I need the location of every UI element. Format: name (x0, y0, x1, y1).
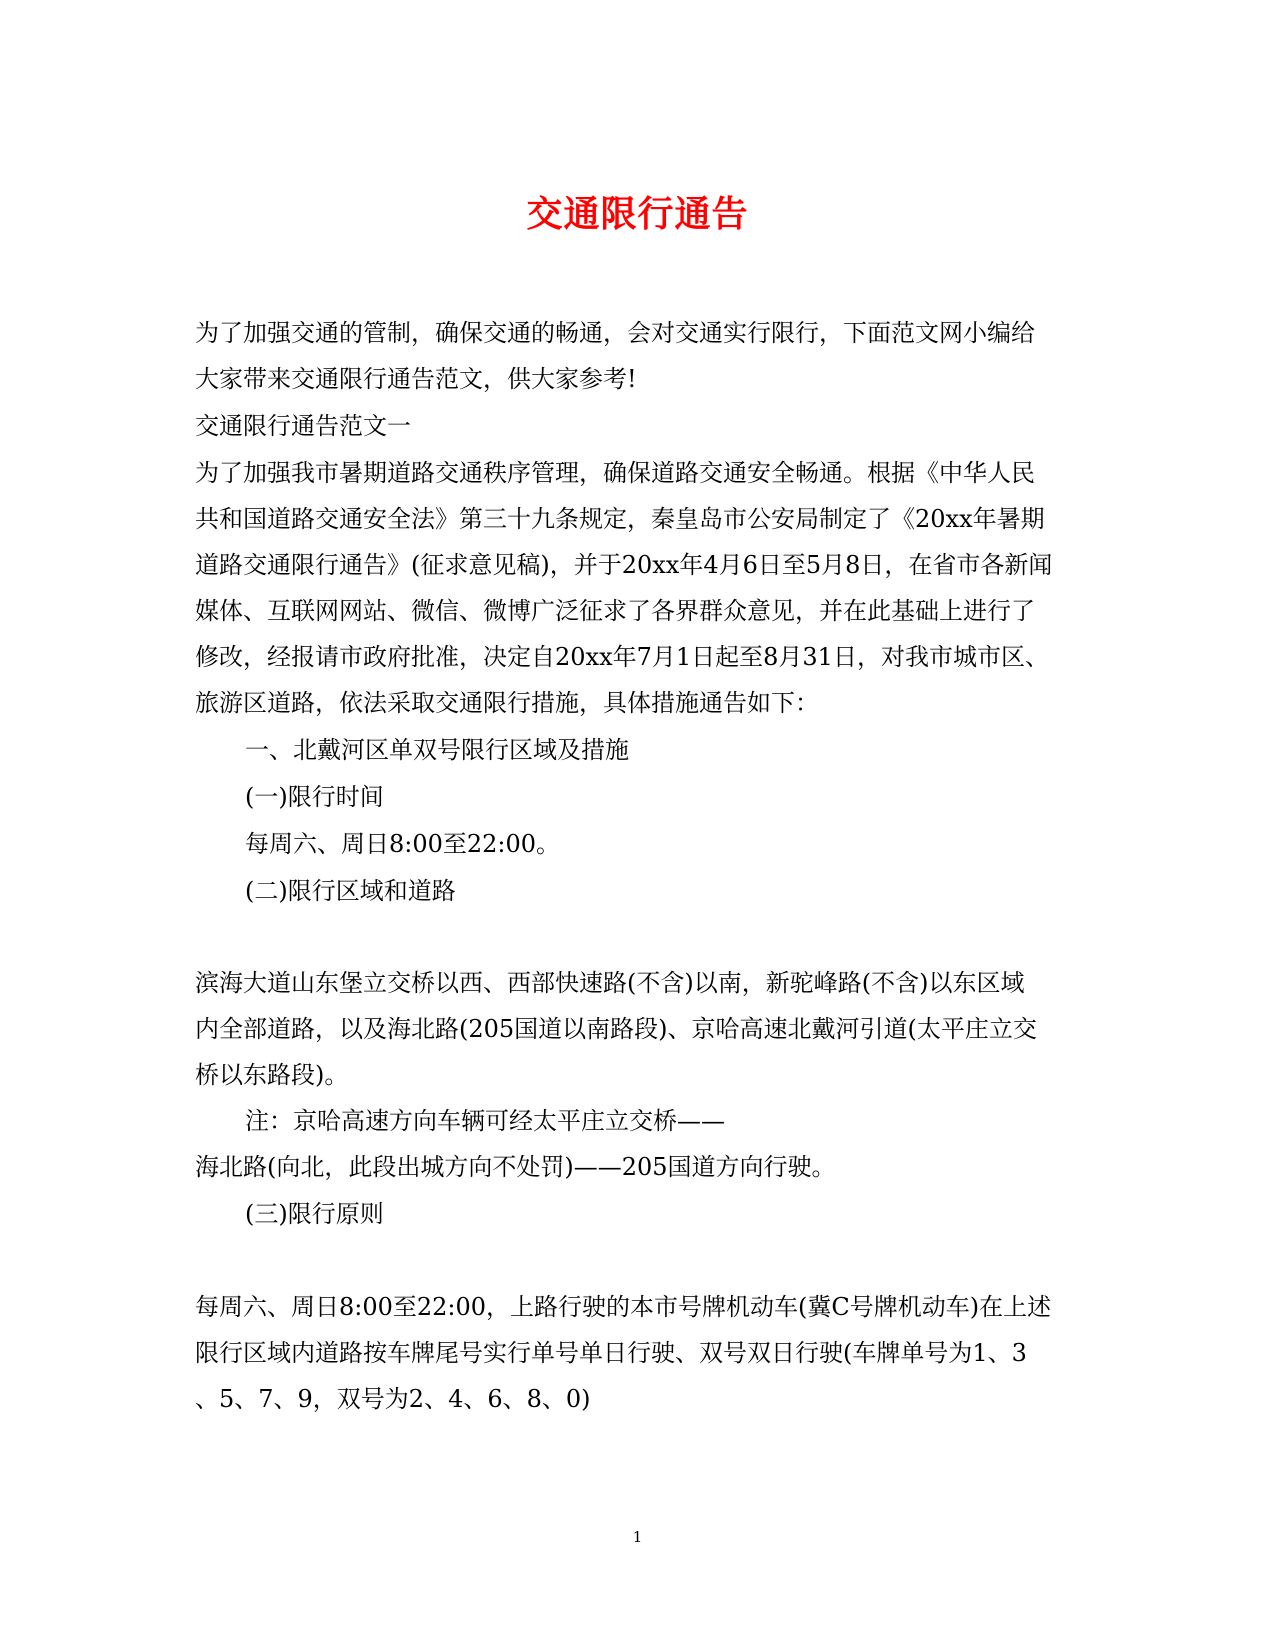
paragraph-1-line-3: 道路交通限行通告》(征求意见稿)，并于20xx年4月6日至5月8日，在省市各新闻 (195, 551, 1053, 579)
paragraph-3-line-3: 、5、7、9，双号为2、4、6、8、0) (195, 1385, 591, 1413)
section-heading: 交通限行通告范文一 (195, 412, 411, 440)
paragraph-1-line-2: 共和国道路交通安全法》第三十九条规定，秦皇岛市公安局制定了《20xx年暑期 (195, 505, 1045, 533)
paragraph-2-line-2: 内全部道路，以及海北路(205国道以南路段)、京哈高速北戴河引道(太平庄立交 (195, 1015, 1037, 1043)
note-line-1: 注：京哈高速方向车辆可经太平庄立交桥—— (245, 1107, 725, 1135)
paragraph-2-line-3: 桥以东路段)。 (195, 1061, 349, 1089)
subsection-2-heading: (二)限行区域和道路 (245, 877, 456, 905)
document-title: 交通限行通告 (526, 193, 749, 236)
paragraph-1-line-4: 媒体、互联网网站、微信、微博广泛征求了各界群众意见，并在此基础上进行了 (195, 597, 1035, 625)
item-1-heading: 一、北戴河区单双号限行区域及措施 (245, 736, 629, 764)
paragraph-1-line-5: 修改，经报请市政府批准，决定自20xx年7月1日起至8月31日，对我市城市区、 (195, 643, 1049, 671)
subsection-1-heading: (一)限行时间 (245, 783, 384, 811)
paragraph-2-line-1: 滨海大道山东堡立交桥以西、西部快速路(不含)以南，新驼峰路(不含)以东区域 (195, 969, 1025, 997)
intro-line-1: 为了加强交通的管制，确保交通的畅通，会对交通实行限行，下面范文网小编给 (195, 319, 1035, 347)
page-number: 1 (632, 1528, 643, 1546)
subsection-3-heading: (三)限行原则 (245, 1200, 384, 1228)
paragraph-3-line-1: 每周六、周日8:00至22:00，上路行驶的本市号牌机动车(冀C号牌机动车)在上述 (195, 1293, 1052, 1321)
note-line-2: 海北路(向北，此段出城方向不处罚)——205国道方向行驶。 (195, 1153, 836, 1181)
intro-line-2: 大家带来交通限行通告范文，供大家参考! (195, 365, 637, 393)
subsection-1-text: 每周六、周日8:00至22:00。 (245, 830, 561, 858)
paragraph-1-line-6: 旅游区道路，依法采取交通限行措施，具体措施通告如下： (195, 689, 819, 717)
paragraph-3-line-2: 限行区域内道路按车牌尾号实行单号单日行驶、双号双日行驶(车牌单号为1、3 (195, 1339, 1027, 1367)
paragraph-1-line-1: 为了加强我市暑期道路交通秩序管理，确保道路交通安全畅通。根据《中华人民 (195, 459, 1035, 487)
